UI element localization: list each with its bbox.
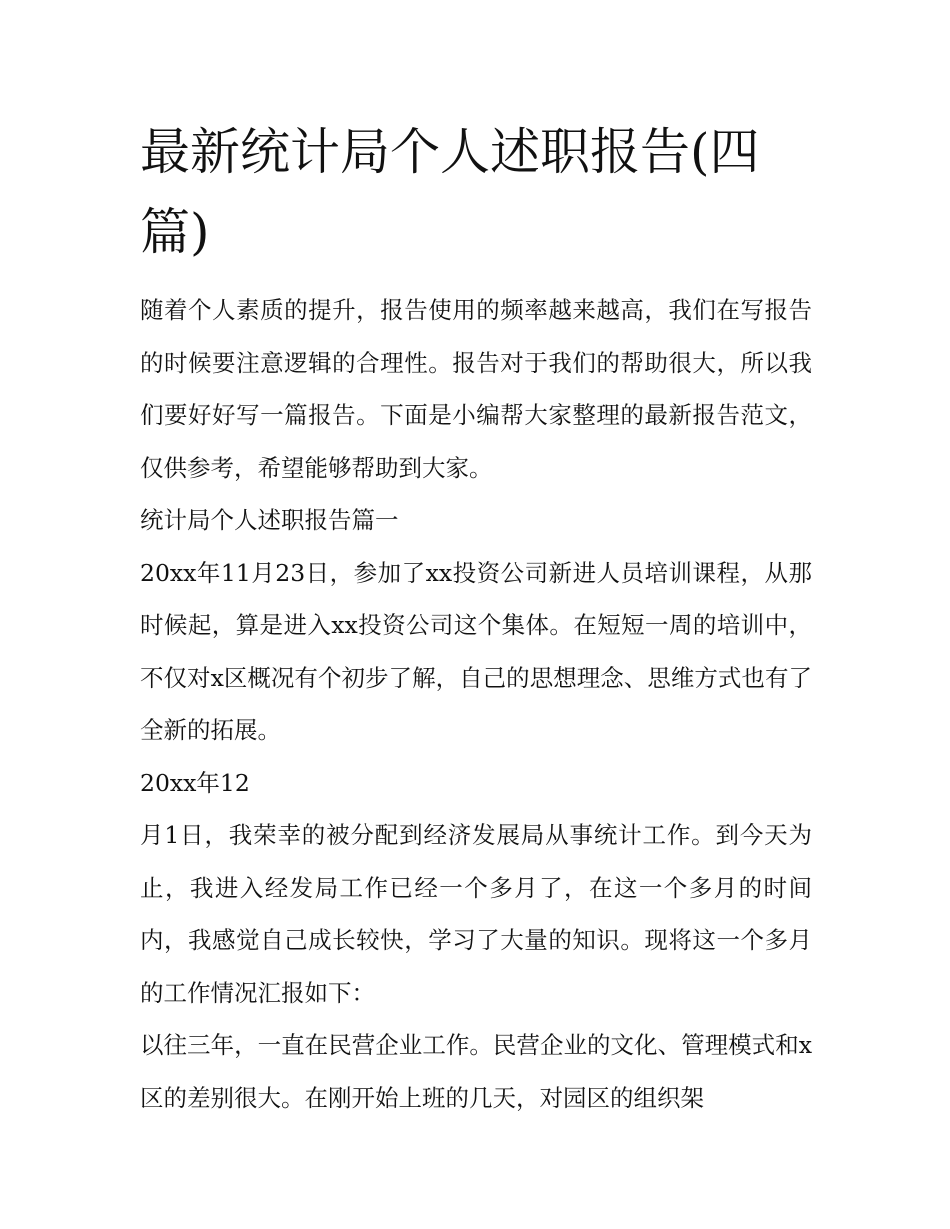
document-body: [140, 284, 812, 1124]
intro-paragraph: 随着个人素质的提升，报告使用的频率越来越高，我们在写报告的时候要注意逻辑的合理性。报告对于我们的帮助很大，所以我们要好好写一篇报告。下面是小编帮大家整理的最新报告范文，仅供参考，希望能够帮助到大家。: [140, 296, 812, 482]
document-title: 最新统计局个人述职报告(四篇): [140, 123, 760, 261]
body-paragraph: 以往三年，一直在民营企业工作。民营企业的文化、管理模式和x区的差别很大。在刚开始上班的几天，对园区的组织架: [140, 1031, 812, 1112]
body-paragraph: 20xx年12: [140, 768, 250, 797]
section-heading: 统计局个人述职报告篇一: [140, 506, 399, 534]
body-paragraph: 月1日，我荣幸的被分配到经济发展局从事统计工作。到今天为止，我进入经发局工作已经一个多月了，在这一个多月的时间内，我感觉自己成长较快，学习了大量的知识。现将这一个多月的工作情况汇报如下：: [140, 821, 812, 1007]
body-paragraph: 20xx年11月23日，参加了xx投资公司新进人员培训课程，从那时候起，算是进入xx投资公司这个集体。在短短一周的培训中，不仅对x区概况有个初步了解，自己的思想理念、思维方式也有了全新的拓展。: [140, 558, 812, 744]
